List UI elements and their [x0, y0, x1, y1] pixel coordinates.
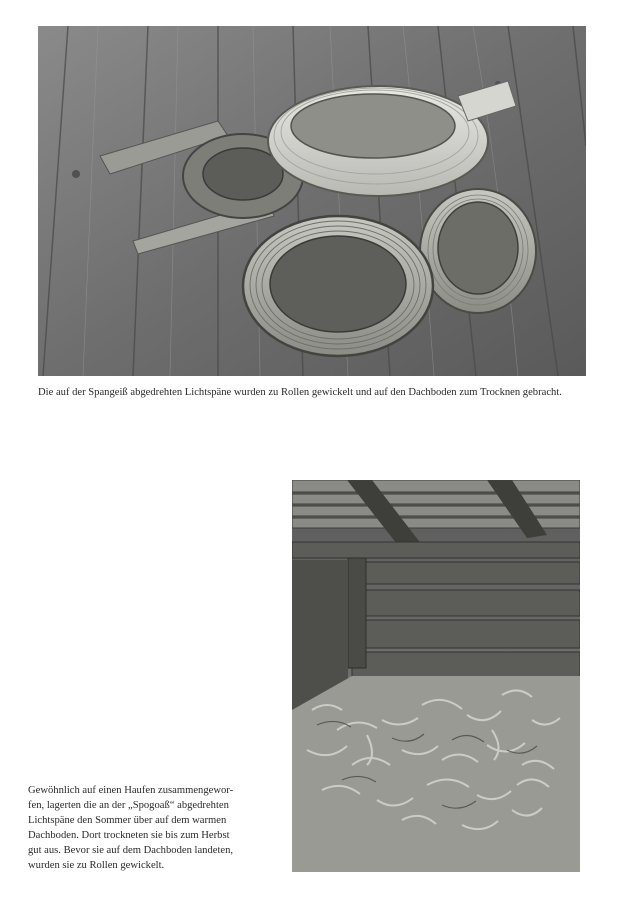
photo-rolls-on-floor — [38, 26, 586, 376]
attic-photo-graphic — [292, 480, 580, 872]
rolls-photo-graphic — [38, 26, 586, 376]
caption-rolls: Die auf der Spangeiß abgedrehten Lichtspäne wurden zu Rollen gewickelt und auf den Dachboden zum Trocknen gebracht. — [38, 387, 562, 398]
photo-attic-pile — [292, 480, 580, 872]
caption-attic: Gewöhnlich auf einen Haufen zusammengewor- fen, lagerten die an der „Spogoaß“ abgedrehten Lichtspäne den Sommer über auf dem warmen Dachboden. Dort trockneten sie bis zum Herbst gut aus. Bevor sie auf dem Dachboden landeten, wurden sie zu Rollen gewickelt. — [28, 785, 234, 871]
